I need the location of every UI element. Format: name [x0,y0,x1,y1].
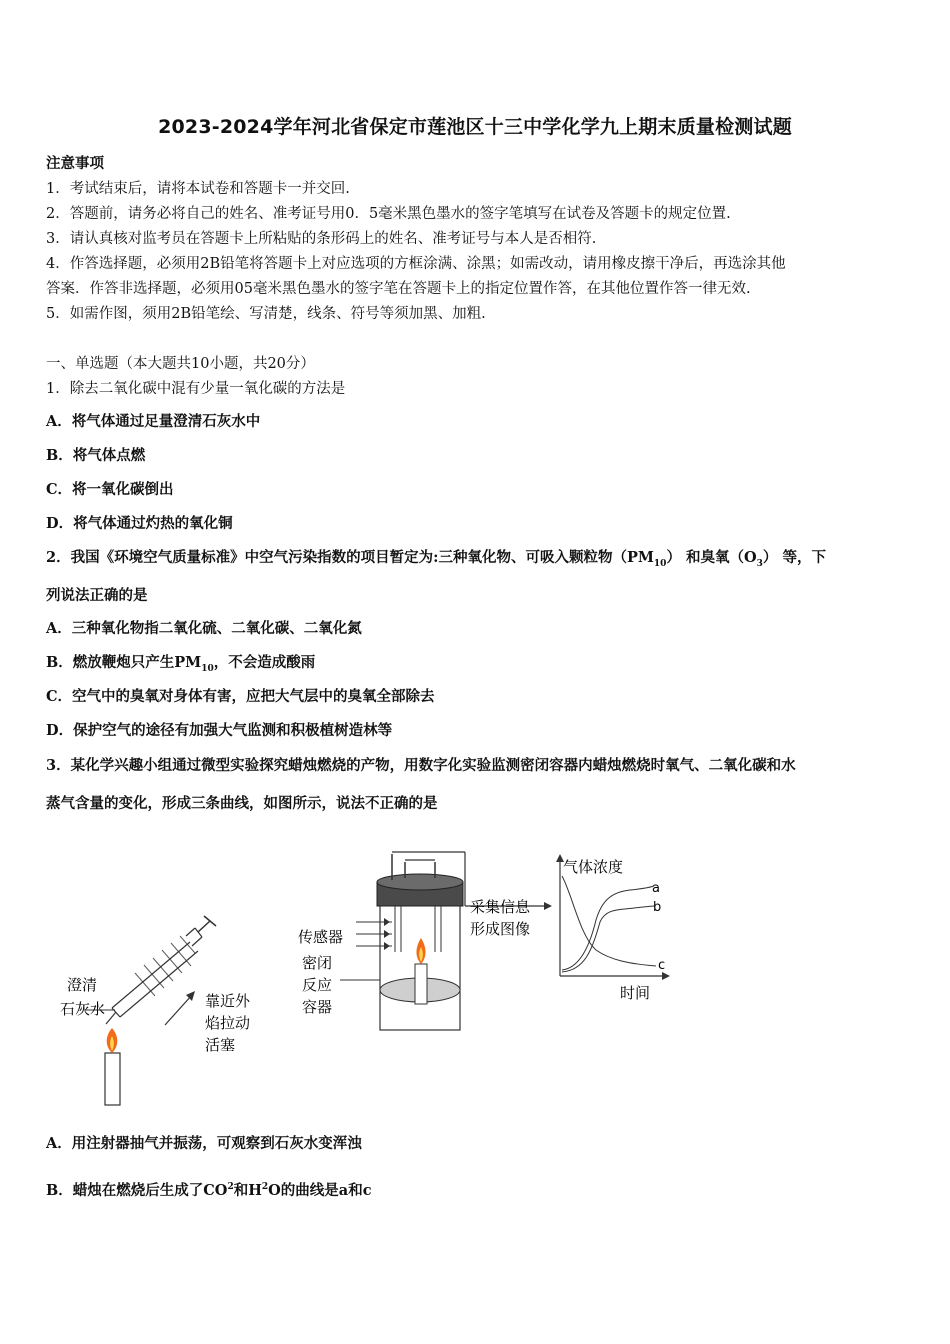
q3-optb-sup2: 2 [261,1182,269,1193]
q2-optb-a: B．燃放鞭炮只产生PM [46,654,202,671]
question-2-option-a: A．三种氧化物指二氧化硫、二氧化碳、二氧化氮 [46,620,362,637]
question-1-stem: 1．除去二氧化碳中混有少量一氧化碳的方法是 [46,381,346,397]
chart-xlabel: 时间 [620,984,651,1002]
q3-optb-b: 和H [233,1182,262,1199]
label-pull-2: 焰拉动 [205,1014,251,1032]
question-1-option-c: C．将一氧化碳倒出 [46,481,174,498]
question-2-option-d: D．保护空气的途径有加强大气监测和积极植树造林等 [46,722,393,739]
label-sensor: 传感器 [298,928,344,946]
q2-optb-sub: 10 [201,663,214,674]
q3-optb-a: B．蜡烛在燃烧后生成了CO [46,1182,228,1199]
q2-sub-10: 10 [653,558,667,569]
q2-stem-c: ） 等，下 [762,549,826,566]
question-2-stem-line2: 列说法正确的是 [46,587,148,604]
experiment-figure [40,840,690,1115]
notice-item: 3．请认真核对监考员在答题卡上所粘贴的条形码上的姓名、准考证号与本人是否相符. [46,231,597,247]
curve-a [562,886,654,970]
question-1-option-b: B．将气体点燃 [46,447,146,464]
label-pull-3: 活塞 [205,1036,236,1054]
notice-item: 答案．作答非选择题，必须用05毫米黑色墨水的签字笔在答题卡上的指定位置作答，在其他位置作答一律无效. [46,281,751,297]
q3-optb-sup1: 2 [227,1182,234,1193]
curve-c [562,876,656,966]
candle-left [105,1028,120,1105]
q2-sub-3: 3 [756,558,763,569]
curve-a-label: a [652,881,660,896]
section-heading: 一、单选题（本大题共10小题，共20分） [46,356,315,372]
q3-optb-c: O的曲线是a和c [268,1182,372,1199]
page-title: 2023-2024学年河北省保定市莲池区十三中学化学九上期末质量检测试题 [158,116,792,138]
notice-item: 5．如需作图，须用2B铅笔绘、写清楚，线条、符号等须加黑、加粗. [46,306,486,322]
notice-item: 1．考试结束后，请将本试卷和答题卡一并交回. [46,181,350,197]
notice-heading: 注意事项 [46,155,104,172]
question-3-option-b [46,1179,372,1200]
notice-item: 4．作答选择题，必须用2B铅笔将答题卡上对应选项的方框涂满、涂黑；如需改动，请用橡皮擦干净后，再选涂其他 [46,256,786,272]
label-closed-1: 密闭 [302,954,333,972]
curve-c-label: c [658,958,666,973]
sealed-container [340,852,552,1030]
curve-b [562,906,655,972]
q2-stem-b: ） 和臭氧（O [666,549,757,566]
label-limewater-1: 澄清 [67,976,98,994]
label-closed-3: 容器 [302,998,333,1016]
question-3-option-a: A．用注射器抽气并振荡，可观察到石灰水变浑浊 [46,1135,362,1152]
label-collect-1: 采集信息 [470,898,531,916]
curve-b-label: b [653,900,662,915]
question-3-stem-line2: 蒸气含量的变化，形成三条曲线，如图所示，说法不正确的是 [46,795,438,812]
q2-optb-b: ，不会造成酸雨 [213,654,316,671]
q2-stem-a: 2．我国《环境空气质量标准》中空气污染指数的项目暂定为:三种氧化物、可吸入颗粒物（PM [46,549,654,566]
chart-ylabel: 气体浓度 [563,858,624,876]
question-1-option-a: A．将气体通过足量澄清石灰水中 [46,413,261,430]
label-closed-2: 反应 [302,976,333,994]
label-collect-2: 形成图像 [470,920,531,938]
label-pull-1: 靠近外 [205,992,251,1010]
question-2-option-b [46,651,315,674]
question-1-option-d: D．将气体通过灼热的氧化铜 [46,515,233,532]
question-2-option-c: C．空气中的臭氧对身体有害，应把大气层中的臭氧全部除去 [46,688,435,705]
label-limewater-2: 石灰水 [60,1000,106,1018]
question-2-stem [46,546,826,569]
pull-arrow-icon [165,991,195,1025]
notice-item: 2．答题前，请务必将自己的姓名、准考证号用0．5毫米黑色墨水的签字笔填写在试卷及答题卡的规定位置. [46,206,731,222]
question-3-stem: 3．某化学兴趣小组通过微型实验探究蜡烛燃烧的产物，用数字化实验监测密闭容器内蜡烛燃烧时氧气、二氧化碳和水 [46,757,796,774]
